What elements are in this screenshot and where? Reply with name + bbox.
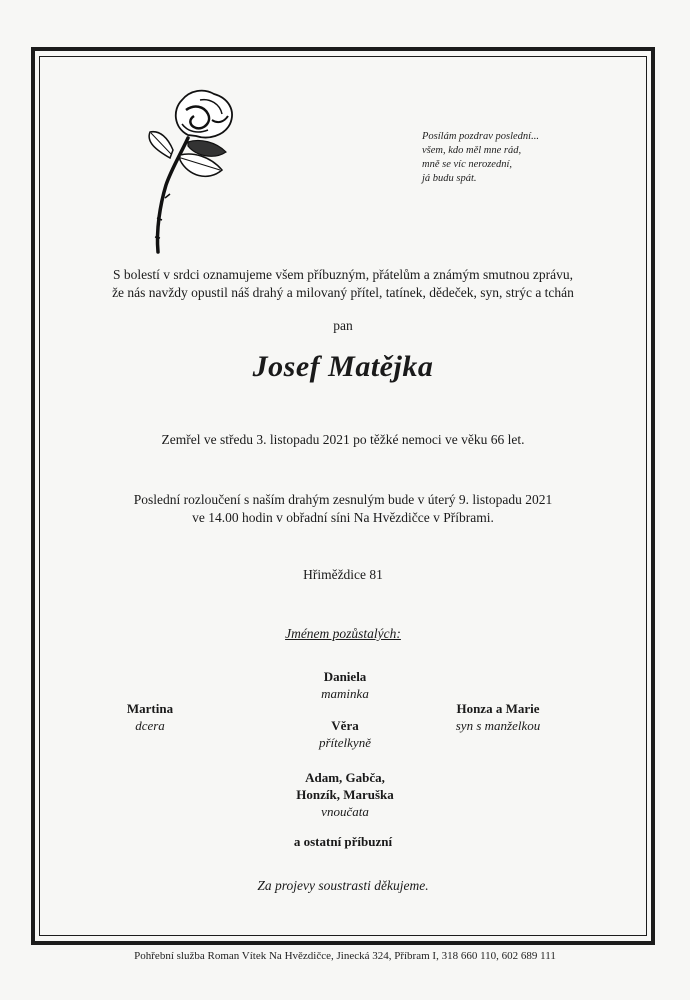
mourner-honza [418, 700, 578, 734]
funeral-line: Poslední rozloučení s naším drahým zesnulým bude v úterý 9. listopadu 2021 [133, 492, 553, 507]
mourner-name: Honza a Marie [456, 701, 540, 716]
poem-line: já budu spát. [422, 173, 477, 184]
death-notice: Zemřel ve středu 3. listopadu 2021 po těžké nemoci ve věku 66 let. [161, 432, 525, 447]
thanks-text: Za projevy soustrasti děkujeme. [257, 878, 429, 893]
mourner-relation: syn s manželkou [455, 718, 541, 733]
funeral-info [39, 491, 647, 527]
mourner-name: Věra [331, 718, 359, 733]
poem-line: mně se víc nerozední, [422, 159, 512, 170]
funeral-line: ve 14.00 hodin v obřadní síni Na Hvězdičce v Příbrami. [192, 510, 494, 525]
mourner-name: Martina [126, 701, 174, 716]
mourner-grandchildren [220, 769, 470, 820]
salutation: pan [333, 318, 353, 333]
poem-line: Posílám pozdrav poslední... [422, 131, 539, 142]
address: Hřiměždice 81 [303, 567, 383, 582]
poem-line: všem, kdo měl mne rád, [422, 145, 522, 156]
funeral-service-footer: Pohřební služba Roman Vítek Na Hvězdičce, Jinecká 324, Příbram I, 318 660 110, 602 689 111 [134, 950, 556, 962]
mourner-relation: dcera [135, 718, 165, 733]
poem [422, 130, 539, 186]
mourner-name: Adam, Gabča, [305, 770, 385, 785]
intro-text [39, 266, 647, 302]
deceased-name: Josef Matějka [252, 350, 434, 383]
mourner-name: Daniela [323, 669, 367, 684]
intro-line: že nás navždy opustil náš drahý a milovaný přítel, tatínek, dědeček, syn, strýc a tchán [112, 285, 574, 300]
rose-icon [138, 80, 248, 258]
other-relatives: a ostatní příbuzní [293, 834, 393, 849]
mourner-daniela [220, 668, 470, 702]
mourner-relation: vnoučata [321, 804, 369, 819]
mourner-relation: maminka [321, 686, 369, 701]
intro-line: S bolestí v srdci oznamujeme všem příbuzným, přátelům a známým smutnou zprávu, [112, 267, 574, 282]
mourner-relation: přítelkyně [319, 735, 371, 750]
mourner-martina [80, 700, 220, 734]
mourner-name: Honzík, Maruška [296, 787, 394, 802]
survivors-title: Jménem pozůstalých: [285, 626, 401, 641]
